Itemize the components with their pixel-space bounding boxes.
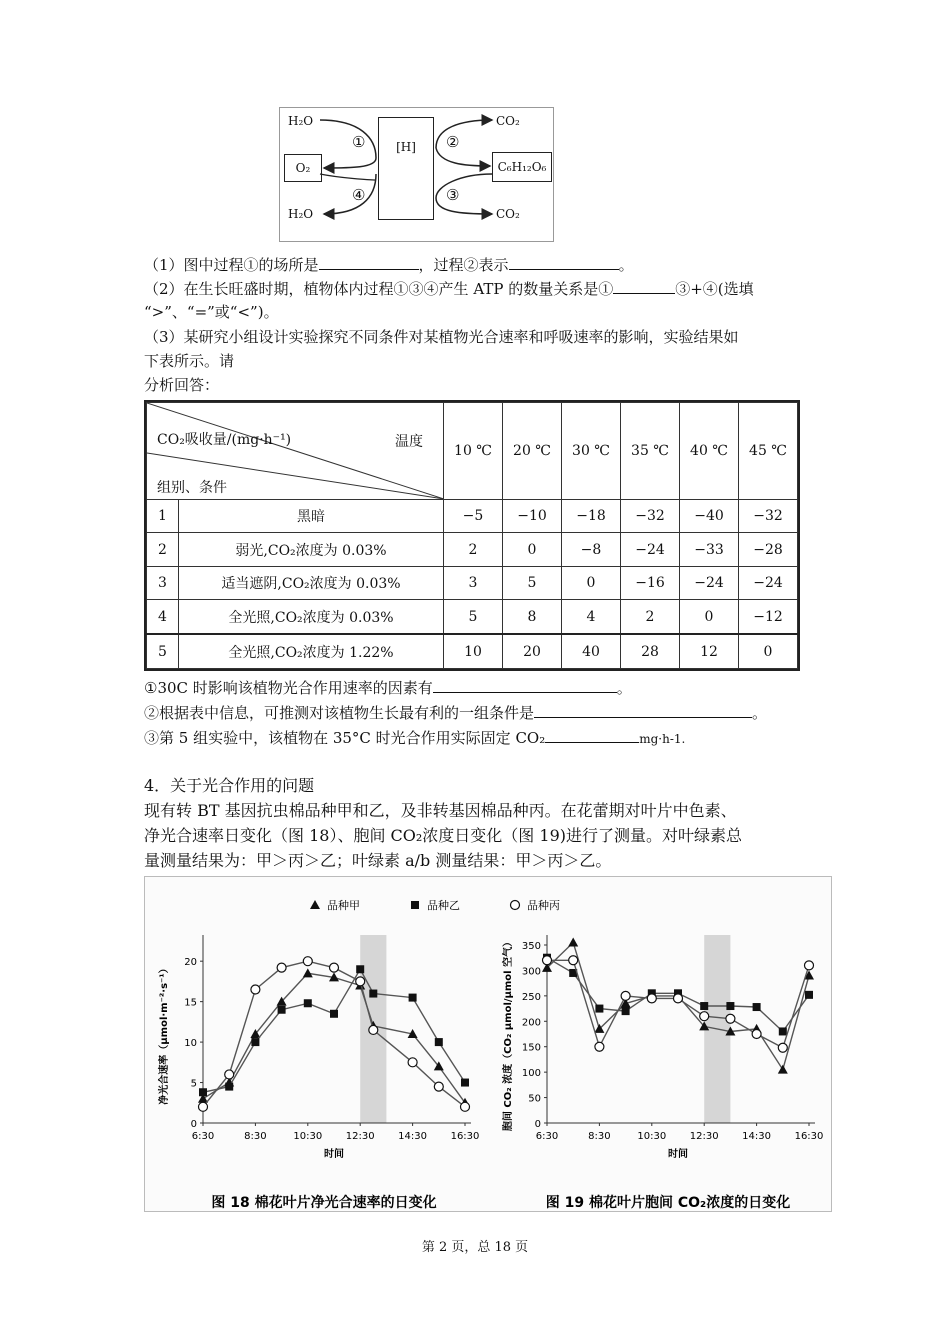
cell: 10 — [444, 634, 503, 668]
answer-blank-sub3[interactable] — [545, 726, 639, 743]
question-2: （2）在生长旺盛时期，植物体内过程①③④产生 ATP 的数量关系是① ③+④(选填 — [144, 277, 754, 301]
x-tick-label: 14:30 — [742, 1131, 772, 1142]
subquestion-1: ①30C 时影响该植物光合作用速率的因素有 。 — [144, 676, 632, 700]
cell: −32 — [739, 500, 798, 533]
x-tick-label: 12:30 — [689, 1131, 719, 1142]
header-co2-uptake: CO₂吸收量/(mg·h⁻¹) — [157, 432, 292, 448]
diagram-glucose-box: C₆H₁₂O₆ — [492, 152, 552, 182]
cell: 3 — [444, 566, 503, 599]
legend-marker-1 — [310, 900, 320, 909]
data-point — [779, 1027, 787, 1035]
series-line-品种丙 — [547, 960, 809, 1047]
y-tick-label: 50 — [528, 1093, 541, 1105]
temp-col-2: 20 ℃ — [503, 403, 562, 500]
y-tick-label: 5 — [190, 1078, 197, 1090]
data-point — [700, 1002, 708, 1010]
row-id: 1 — [147, 500, 179, 533]
x-tick-label: 8:30 — [244, 1131, 267, 1142]
cell: 12 — [680, 634, 739, 668]
y-tick-label: 300 — [521, 966, 541, 978]
section-4-para-2: 净光合速率日变化（图 18）、胞间 CO₂浓度日变化（图 19)进行了测量。对叶绿素总 — [144, 826, 742, 845]
question-3-line3: 分析回答： — [144, 376, 220, 394]
cell: 0 — [503, 533, 562, 566]
cell: −24 — [621, 533, 680, 566]
x-tick-label: 6:30 — [535, 1131, 559, 1142]
row-condition: 黑暗 — [179, 500, 444, 533]
data-point — [778, 1043, 787, 1052]
x-tick-label: 16:30 — [450, 1131, 480, 1142]
data-point — [569, 956, 578, 965]
data-point — [435, 1038, 443, 1046]
cell: −24 — [680, 566, 739, 599]
x-axis-label-2: 时间 — [668, 1149, 688, 1160]
reaction-diagram — [279, 107, 554, 242]
series-line-品种甲 — [203, 973, 465, 1103]
y-tick-label: 0 — [190, 1119, 197, 1130]
cell: −32 — [621, 500, 680, 533]
subquestion-2: ②根据表中信息，可推测对该植物生长最有利的一组条件是 。 — [144, 701, 767, 725]
cell: 0 — [562, 566, 621, 599]
table-header-diagonal — [147, 403, 444, 500]
temp-col-6: 45 ℃ — [739, 403, 798, 500]
data-point — [434, 1082, 443, 1091]
cell: −8 — [562, 533, 621, 566]
data-point — [805, 991, 813, 999]
diagram-arrows — [280, 108, 553, 241]
data-point — [778, 1065, 788, 1074]
temp-col-1: 10 ℃ — [444, 403, 503, 500]
header-temperature: 温度 — [395, 434, 423, 450]
row-id: 3 — [147, 566, 179, 599]
x-tick-label: 12:30 — [345, 1131, 375, 1142]
cell: 4 — [562, 600, 621, 634]
x-tick-label: 10:30 — [293, 1131, 323, 1142]
y-tick-label: 20 — [184, 957, 197, 969]
x-tick-label: 8:30 — [588, 1131, 611, 1142]
cell: −18 — [562, 500, 621, 533]
data-point — [805, 961, 814, 970]
cell: −40 — [680, 500, 739, 533]
diagram-h-box: [H] — [378, 117, 434, 220]
row-condition: 适当遮阴,CO₂浓度为 0.03% — [179, 566, 444, 599]
x-tick-label: 6:30 — [191, 1131, 215, 1142]
series-line-品种丙 — [203, 961, 465, 1107]
diagram-step4: ④ — [352, 186, 366, 204]
data-point — [225, 1070, 234, 1079]
cell: 2 — [621, 600, 680, 634]
cell: 0 — [739, 634, 798, 668]
data-point — [568, 937, 578, 946]
y-tick-label: 350 — [521, 941, 541, 952]
data-point — [409, 994, 417, 1002]
subquestion-3: ③第 5 组实验中，该植物在 35°C 时光合作用实际固定 CO₂ mg·h-1. — [144, 726, 685, 751]
data-table — [144, 400, 800, 671]
y-tick-label: 10 — [184, 1038, 197, 1050]
cell: −5 — [444, 500, 503, 533]
diagram-h2o-bottom: H₂O — [288, 207, 314, 221]
answer-blank-sub2[interactable] — [534, 701, 752, 718]
data-point — [277, 963, 286, 972]
diagram-o2-box: O₂ — [284, 154, 322, 182]
y-tick-label: 250 — [521, 991, 541, 1003]
cell: −16 — [621, 566, 680, 599]
section-4-para-1: 现有转 BT 基因抗虫棉品种甲和乙，及非转基因棉品种丙。在花蕾期对叶片中色素、 — [144, 801, 737, 820]
row-id: 5 — [147, 634, 179, 668]
data-point — [408, 1058, 417, 1067]
data-point — [753, 1003, 761, 1011]
answer-blank-2[interactable] — [613, 277, 675, 294]
data-point — [278, 1006, 286, 1014]
diagram-step1: ① — [352, 133, 366, 151]
row-condition: 全光照,CO₂浓度为 0.03% — [179, 600, 444, 634]
data-point — [647, 994, 656, 1003]
data-point — [304, 999, 312, 1007]
legend-marker-2 — [411, 901, 419, 909]
data-point — [369, 1025, 378, 1034]
data-point — [543, 956, 552, 965]
data-point — [752, 1030, 761, 1039]
cell: 5 — [444, 600, 503, 634]
table-row — [147, 533, 798, 566]
y-tick-label: 15 — [184, 997, 197, 1009]
charts-panel — [144, 876, 832, 1212]
cell: 2 — [444, 533, 503, 566]
diagram-step2: ② — [446, 133, 460, 151]
table-row — [147, 600, 798, 634]
y-tick-label: 200 — [521, 1017, 541, 1029]
data-point — [595, 1005, 603, 1013]
charts-svg — [145, 877, 831, 1211]
cell: 0 — [680, 600, 739, 634]
y-tick-label: 100 — [521, 1068, 541, 1080]
data-point — [726, 1002, 734, 1010]
header-group: 组别、条件 — [157, 480, 227, 496]
table-row — [147, 566, 798, 599]
diagram-co2-top: CO₂ — [496, 114, 520, 128]
x-tick-label: 10:30 — [637, 1131, 667, 1142]
data-point — [199, 1088, 207, 1096]
diagram-step3: ③ — [446, 186, 460, 204]
temp-col-3: 30 ℃ — [562, 403, 621, 500]
cell: −33 — [680, 533, 739, 566]
chart-title-2: 图 19 棉花叶片胞间 CO₂浓度的日变化 — [545, 1195, 791, 1211]
answer-blank-sub1[interactable] — [433, 676, 617, 693]
y-tick-label: 150 — [521, 1042, 541, 1054]
section-4-para-3: 量测量结果为：甲＞丙＞乙；叶绿素 a/b 测量结果：甲＞丙＞乙。 — [144, 851, 612, 870]
y-axis-label-1: 净光合速率（μmol·m⁻²·s⁻¹） — [159, 963, 170, 1105]
data-point — [726, 1014, 735, 1023]
question-1: （1）图中过程①的场所是 ，过程②表示 。 — [144, 253, 634, 277]
temp-col-4: 35 ℃ — [621, 403, 680, 500]
series-line-品种甲 — [547, 943, 809, 1070]
cell: 40 — [562, 634, 621, 668]
data-point — [461, 1102, 470, 1111]
data-point — [595, 1042, 604, 1051]
cell: −24 — [739, 566, 798, 599]
data-point — [700, 1012, 709, 1021]
x-tick-label: 16:30 — [794, 1131, 824, 1142]
data-point — [251, 1038, 259, 1046]
data-point — [251, 985, 260, 994]
section-4-title: 4．关于光合作用的问题 — [144, 776, 315, 795]
diagram-co2-bottom: CO₂ — [496, 207, 520, 221]
cell: 8 — [503, 600, 562, 634]
data-point — [330, 1010, 338, 1018]
data-point — [356, 977, 365, 986]
cell: −12 — [739, 600, 798, 634]
cell: 28 — [621, 634, 680, 668]
data-point — [303, 957, 312, 966]
temp-col-5: 40 ℃ — [680, 403, 739, 500]
row-condition: 弱光,CO₂浓度为 0.03% — [179, 533, 444, 566]
legend-label-1: 品种甲 — [327, 899, 360, 912]
legend-label-3: 品种丙 — [527, 899, 560, 912]
data-point — [356, 965, 364, 973]
data-point — [674, 994, 683, 1003]
legend-marker-3 — [511, 901, 520, 910]
data-point — [225, 1083, 233, 1091]
answer-blank-1a[interactable] — [319, 253, 419, 270]
legend-label-2: 品种乙 — [427, 899, 460, 912]
cell: −10 — [503, 500, 562, 533]
data-point — [369, 990, 377, 998]
data-point — [622, 1007, 630, 1015]
page-footer: 第 2 页，总 18 页 — [421, 1240, 529, 1255]
y-axis-label-2: 胞间 CO₂ 浓度（CO₂ μmol/μmol 空气） — [503, 936, 514, 1132]
row-id: 2 — [147, 533, 179, 566]
data-point — [621, 991, 630, 1000]
table-row — [147, 500, 798, 533]
question-3-line2: 下表所示。请 — [144, 352, 235, 370]
x-axis-label-1: 时间 — [324, 1149, 344, 1160]
x-tick-label: 14:30 — [398, 1131, 428, 1142]
table-row — [147, 634, 798, 668]
data-point — [461, 1079, 469, 1087]
cell: −28 — [739, 533, 798, 566]
question-3-line1: （3）某研究小组设计实验探究不同条件对某植物光合速率和呼吸速率的影响，实验结果如 — [144, 328, 739, 346]
row-condition: 全光照,CO₂浓度为 1.22% — [179, 634, 444, 668]
question-2-options: “>”、“=”或“<”)。 — [144, 303, 279, 321]
chart-title-1: 图 18 棉花叶片净光合速率的日变化 — [211, 1195, 437, 1211]
cell: 20 — [503, 634, 562, 668]
data-point — [303, 968, 313, 977]
row-id: 4 — [147, 600, 179, 634]
answer-blank-1b[interactable] — [509, 253, 619, 270]
cell: 5 — [503, 566, 562, 599]
diagram-h2o-top: H₂O — [288, 114, 314, 128]
data-point — [330, 963, 339, 972]
data-point — [199, 1102, 208, 1111]
y-tick-label: 0 — [534, 1119, 541, 1130]
